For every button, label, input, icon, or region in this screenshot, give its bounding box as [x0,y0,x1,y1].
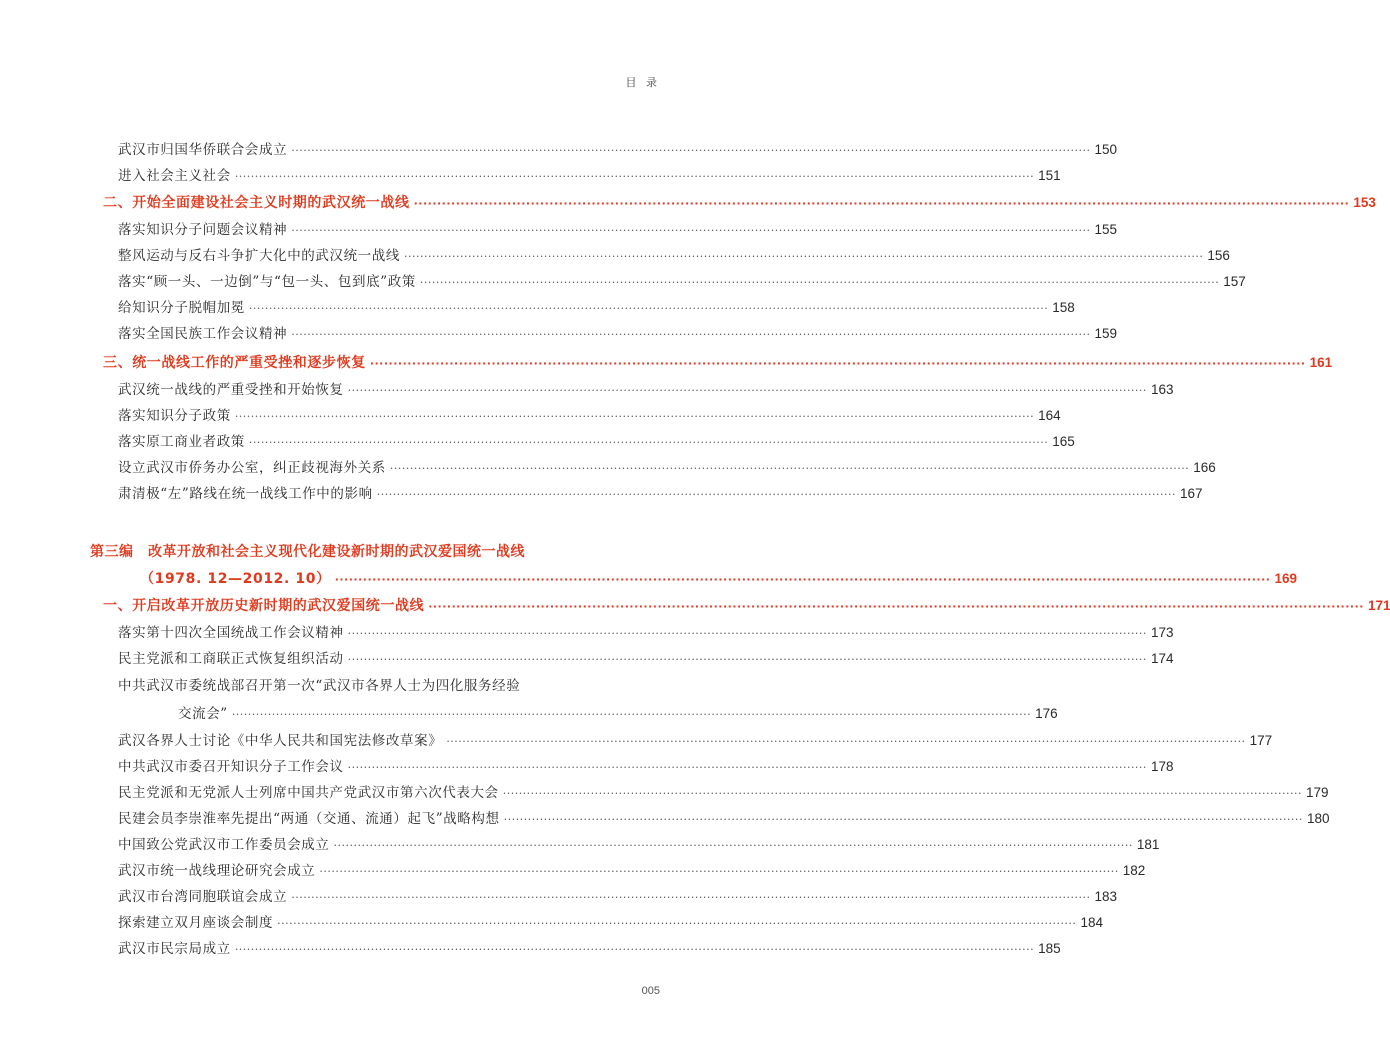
entry-page-number: 159 [1094,326,1118,341]
entry-title: 武汉市统一战线理论研究会成立 [118,863,316,879]
toc-section-heading[interactable] [103,596,1390,616]
toc-entry[interactable] [118,861,1146,881]
toc-entry[interactable] [118,432,1075,452]
entry-title: 落实“顾一头、一边倒”与“包一头、包到底”政策 [118,274,416,290]
entry-page-number: 178 [1150,759,1174,774]
entry-title: 整风运动与反右斗争扩大化中的武汉统一战线 [118,248,400,264]
leader-dots: ········································································································································································································ [291,328,1091,341]
entry-title: 给知识分子脱帽加冕 [118,300,245,316]
entry-title: 民主党派和无党派人士列席中国共产党武汉市第六次代表大会 [118,785,499,801]
entry-page-number: 176 [1035,706,1058,721]
entry-title: 武汉统一战线的严重受挫和开始恢复 [118,382,344,398]
leader-dots: ········································································································································································································ [428,600,1364,613]
entry-title: 三、统一战线工作的严重受挫和逐步恢复 [103,355,366,371]
leader-dots: ········································································································································································································ [347,761,1147,774]
entry-title: 民建会员李崇淮率先提出“两通（交通、流通）起飞”战略构想 [118,811,500,827]
part-subtitle-row[interactable] [140,569,1297,589]
entry-page-number: 183 [1094,889,1118,904]
entry-title: 进入社会主义社会 [118,168,231,184]
toc-entry[interactable] [118,298,1075,318]
entry-page-number: 163 [1150,382,1174,397]
leader-dots: ········································································································································································································ [277,917,1077,930]
toc-entry[interactable] [118,623,1174,643]
toc-entry[interactable] [118,887,1118,907]
toc-entry[interactable] [118,380,1174,400]
toc-entry[interactable] [118,809,1330,829]
leader-dots: ········································································································································································································ [503,813,1303,826]
entry-page-number: 165 [1052,434,1075,449]
toc-entry[interactable] [118,220,1118,240]
toc-entry[interactable] [118,835,1160,855]
leader-dots: ········································································································································································································ [369,357,1306,370]
leader-dots: ········································································································································································································ [347,653,1147,666]
entry-page-number: 184 [1080,915,1103,930]
entry-page-number: 158 [1052,300,1075,315]
page-number: 005 [641,985,660,997]
entry-page-number: 153 [1353,195,1376,210]
entry-page-number: 171 [1367,598,1390,613]
entry-page-number: 180 [1306,811,1330,826]
leader-dots: ········································································································································································································ [319,865,1119,878]
entry-page-number: 182 [1122,863,1146,878]
entry-title: 二、开始全面建设社会主义时期的武汉统一战线 [103,195,410,211]
toc-entry[interactable] [118,757,1174,777]
leader-dots: ········································································································································································································ [248,302,1049,315]
leader-dots: ········································································································································································································ [291,891,1091,904]
leader-dots: ········································································································································································································ [291,224,1091,237]
toc-entry[interactable] [118,324,1118,344]
leader-dots: ········································································································································································································ [234,943,1035,956]
leader-dots: ········································································································································································································ [389,462,1190,475]
leader-dots: ········································································································································································································ [248,436,1049,449]
entry-page-number: 156 [1207,248,1230,263]
toc-entry[interactable] [118,649,1174,669]
entry-page-number: 185 [1038,941,1061,956]
toc-entry[interactable] [118,272,1246,292]
toc-entry[interactable] [118,484,1203,504]
entry-page-number: 155 [1094,222,1118,237]
entry-page-number: 167 [1180,486,1203,501]
toc-entry[interactable] [118,913,1103,933]
toc-entry[interactable] [118,246,1230,266]
entry-page-number: 161 [1309,355,1333,370]
toc-entry[interactable] [118,406,1061,426]
leader-dots: ········································································································································································································ [234,410,1035,423]
entry-title: 落实第十四次全国统战工作会议精神 [118,625,344,641]
toc-section-heading[interactable] [103,353,1333,373]
running-header: 目 录 [625,76,660,89]
entry-page-number: 169 [1274,571,1297,586]
leader-dots: ········································································································································································································ [404,250,1204,263]
entry-page-number: 181 [1136,837,1160,852]
toc-entry[interactable] [118,939,1061,959]
entry-title: 中共武汉市委召开知识分子工作会议 [118,759,344,775]
entry-title: 武汉市民宗局成立 [118,941,231,957]
entry-title: 肃清极“左”路线在统一战线工作中的影响 [118,486,373,502]
entry-title: 武汉各界人士讨论《中华人民共和国宪法修改草案》 [118,733,443,749]
leader-dots: ········································································································································································································ [502,787,1303,800]
part-subtitle: （1978. 12—2012. 10） [140,571,331,587]
entry-title: 落实全国民族工作会议精神 [118,326,288,342]
leader-dots: ········································································································································································································ [376,488,1177,501]
entry-title: 中国致公党武汉市工作委员会成立 [118,837,330,853]
entry-title: 武汉市台湾同胞联谊会成立 [118,889,288,905]
toc-entry-line1[interactable]: 中共武汉市委统战部召开第一次“武汉市各界人士为四化服务经验 [118,678,521,694]
toc-entry[interactable] [118,783,1329,803]
entry-title: 落实原工商业者政策 [118,434,245,450]
toc-entry[interactable] [118,140,1118,160]
leader-dots: ········································································································································································································ [291,144,1091,157]
entry-title: 一、开启改革开放历史新时期的武汉爱国统一战线 [103,598,425,614]
leader-dots: ········································································································································································································ [334,573,1271,586]
entry-title: 武汉市归国华侨联合会成立 [118,142,288,158]
toc-entry[interactable] [118,458,1216,478]
entry-title: 交流会” [178,706,228,722]
entry-title: 设立武汉市侨务办公室，纠正歧视海外关系 [118,460,386,476]
toc-entry-continuation[interactable] [178,704,1058,724]
toc-entry[interactable] [118,731,1273,751]
toc-section-heading[interactable] [103,193,1376,213]
toc-entry[interactable] [118,166,1061,186]
entry-title: 民主党派和工商联正式恢复组织活动 [118,651,344,667]
entry-page-number: 164 [1038,408,1061,423]
entry-title: 探索建立双月座谈会制度 [118,915,274,931]
entry-title: 落实知识分子问题会议精神 [118,222,288,238]
leader-dots: ········································································································································································································ [413,197,1350,210]
part-title: 第三编 改革开放和社会主义现代化建设新时期的武汉爱国统一战线 [90,544,525,560]
entry-page-number: 173 [1150,625,1174,640]
leader-dots: ········································································································································································································ [231,708,1032,721]
leader-dots: ········································································································································································································ [234,170,1035,183]
entry-page-number: 150 [1094,142,1118,157]
leader-dots: ········································································································································································································ [333,839,1133,852]
leader-dots: ········································································································································································································ [419,276,1220,289]
entry-page-number: 174 [1150,651,1174,666]
entry-page-number: 166 [1193,460,1216,475]
entry-page-number: 151 [1038,168,1061,183]
leader-dots: ········································································································································································································ [347,627,1147,640]
entry-page-number: 157 [1223,274,1246,289]
entry-page-number: 177 [1249,733,1273,748]
leader-dots: ········································································································································································································ [446,735,1246,748]
leader-dots: ········································································································································································································ [347,384,1147,397]
entry-page-number: 179 [1306,785,1329,800]
entry-title: 落实知识分子政策 [118,408,231,424]
